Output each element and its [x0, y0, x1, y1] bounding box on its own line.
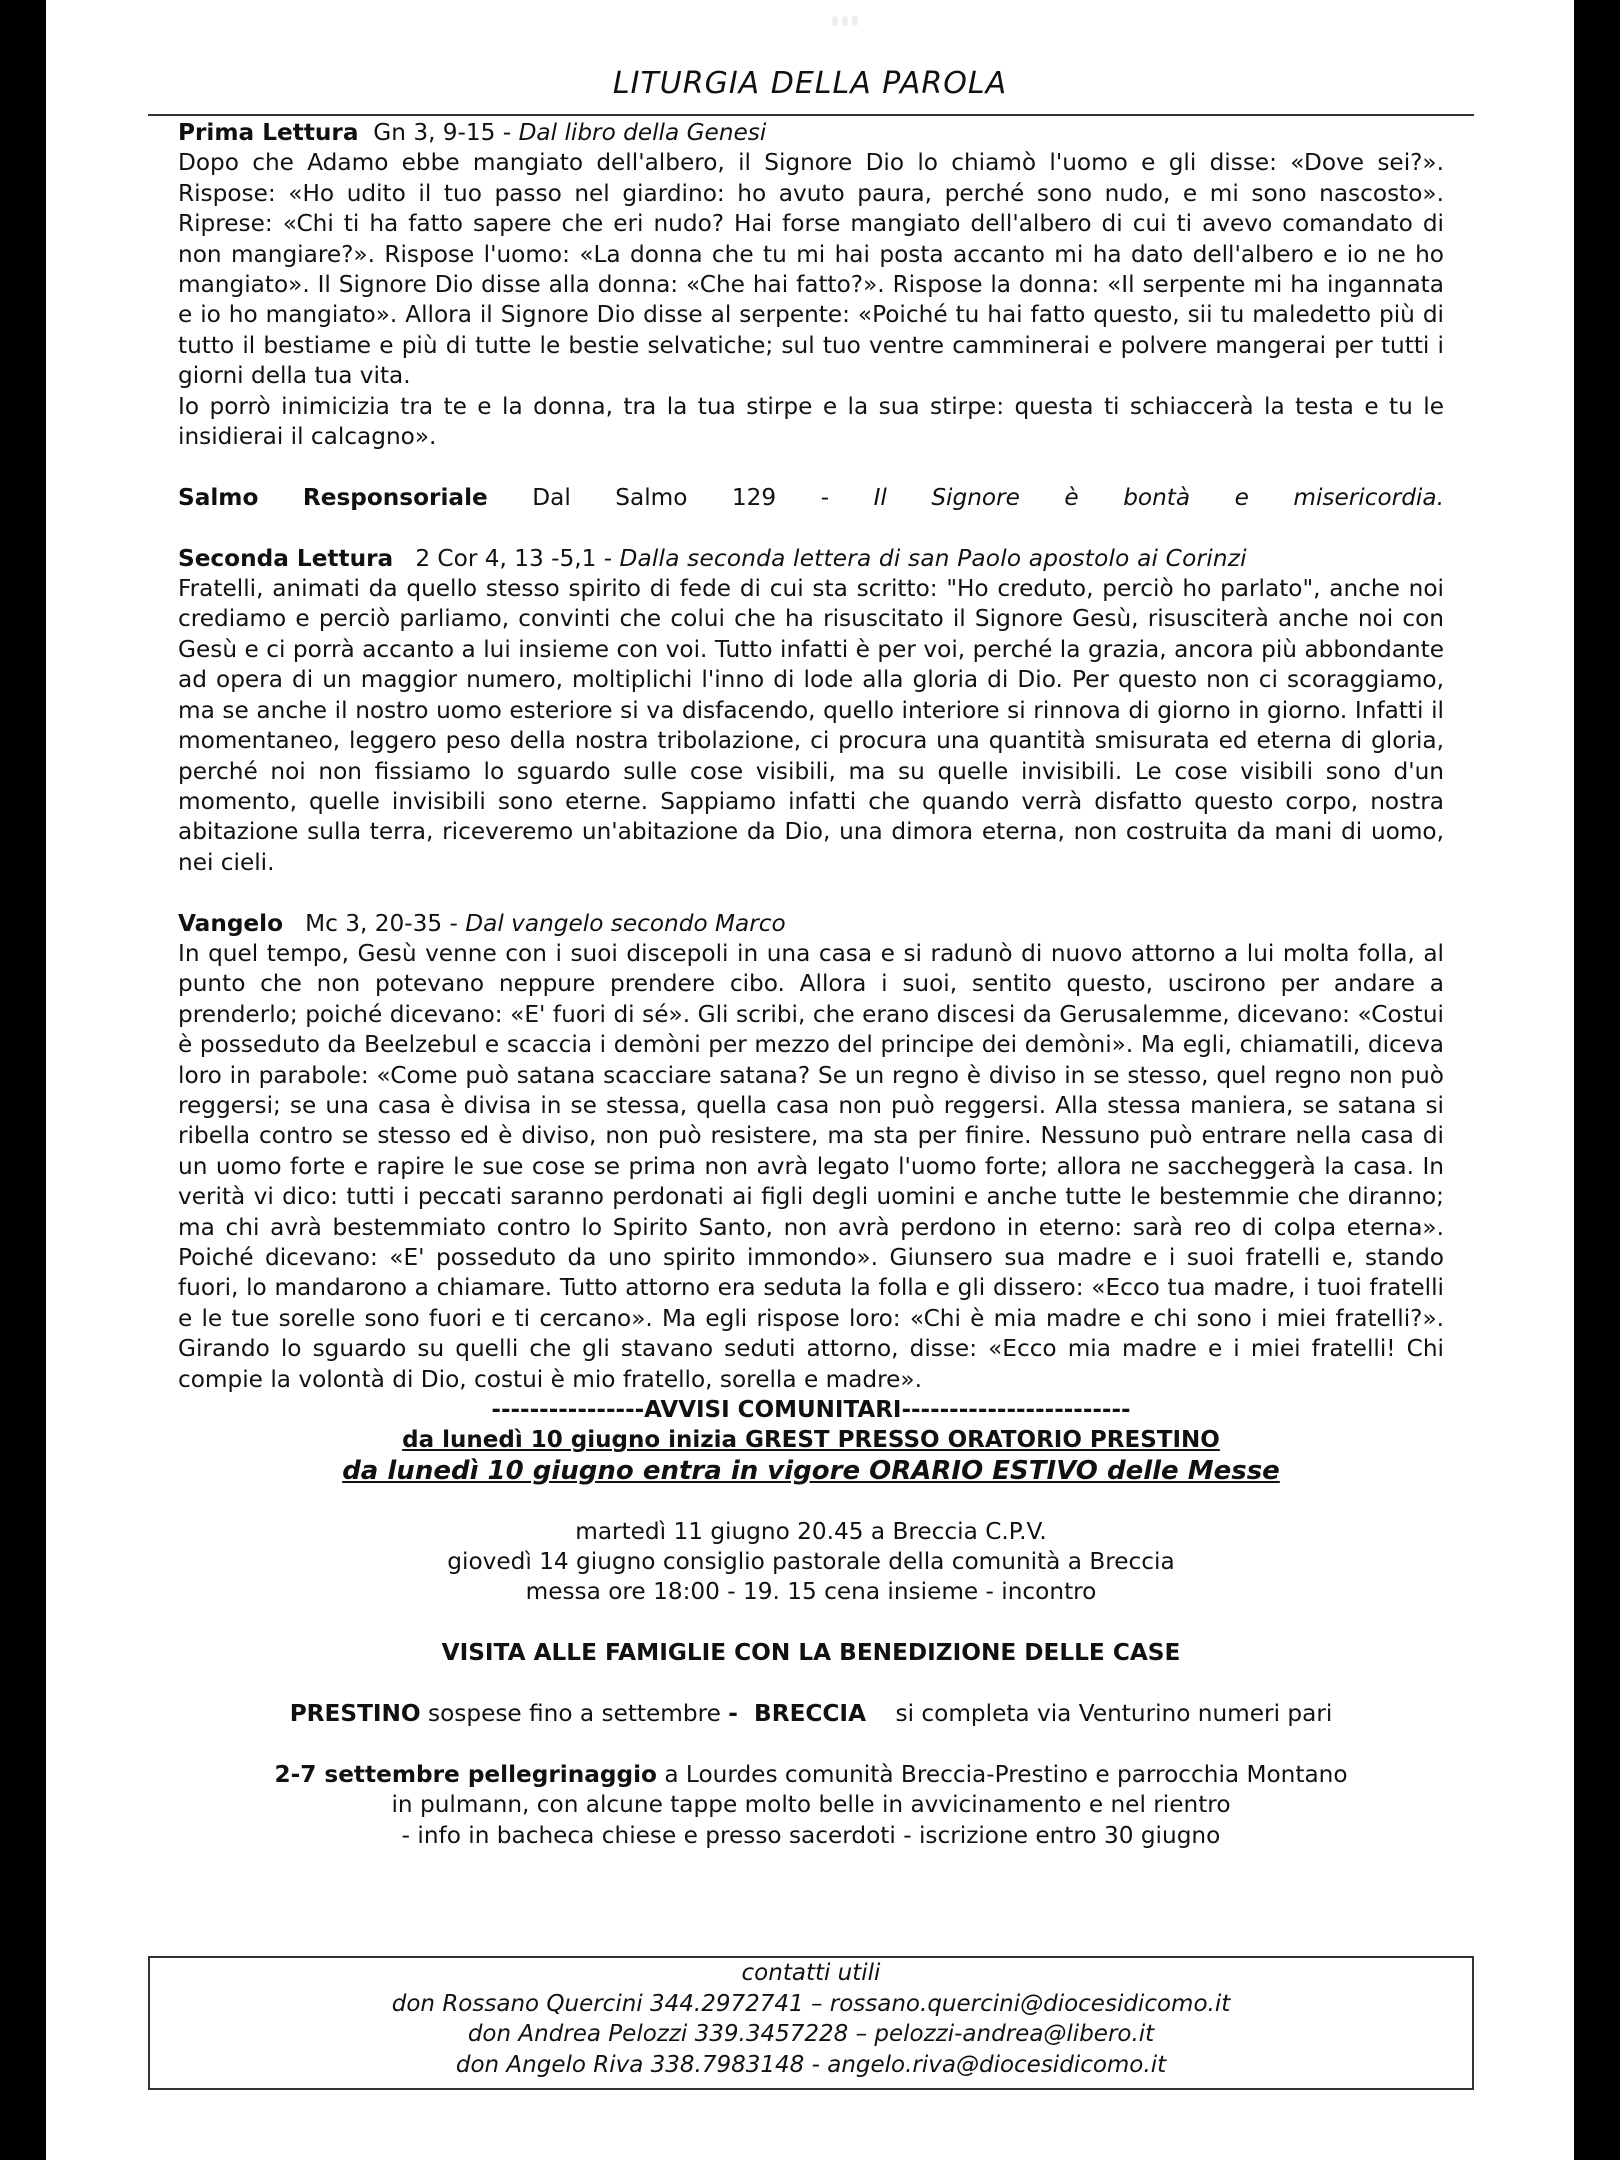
vangelo-reference: Mc 3, 20-35 -: [305, 909, 458, 937]
contacts-title: contatti utili: [741, 1960, 881, 1986]
document-page: [46, 0, 1574, 2160]
seconda-lettura-heading: [178, 544, 1444, 574]
pellegrinaggio-line: [178, 1760, 1444, 1790]
prima-lettura-text: Dopo che Adamo ebbe mangiato dell'albero, il Signore Dio lo chiamò l'uomo e gli disse: «Dove sei?». Rispose: «Ho udito il tuo passo nel giardino: ho avuto paura, perché sono nudo, e mi sono nascosto». Riprese: «Chi ti ha fatto sapere che eri nudo? Hai forse mangiato dell'albero di cui ti avevo comandato di non mangiare?». Rispose l'uomo: «La donna che tu mi hai posta accanto mi ha dato dell'albero e io ne ho mangiato». Il Signore Dio disse alla donna: «Che hai fatto?». Rispose la donna: «Il serpente mi ha ingannata e io ho mangiato». Allora il Signore Dio disse al serpente: «Poiché tu hai fatto questo, sii tu maledetto più di tutto il bestiame e più di tutte le bestie selvatiche; sul tuo ventre camminerai e polvere mangerai per tutti i giorni della tua vita.: [178, 149, 1444, 390]
visita-prestino-text: sospese fino a settembre: [420, 1700, 729, 1728]
prima-lettura-text-end: Io porrò inimicizia tra te e la donna, tra la tua stirpe e la sua stirpe: questa ti schiaccerà la testa e tu le insidierai il calcagno».: [178, 392, 1444, 451]
salmo-word: misericordia.: [1293, 483, 1444, 511]
seconda-lettura-reference: 2 Cor 4, 13 -5,1 -: [415, 544, 613, 572]
salmo-word: è: [1064, 483, 1079, 511]
salmo-word: Dal: [532, 483, 571, 511]
pellegrinaggio-dates: 2-7 settembre pellegrinaggio: [274, 1760, 657, 1788]
contact-line: don Angelo Riva 338.7983148 - angelo.riva@diocesidicomo.it: [455, 2051, 1167, 2078]
salmo-word: bontà: [1123, 483, 1191, 511]
salmo-label-1: Salmo: [178, 483, 259, 511]
visita-line: [178, 1669, 1444, 1730]
event-line: messa ore 18:00 - 19. 15 cena insieme - incontro: [525, 1578, 1097, 1606]
prima-lettura-label: Prima Lettura: [178, 119, 359, 146]
pellegrinaggio-line-3: - info in bacheca chiese e presso sacerdoti - iscrizione entro 30 giugno: [401, 1821, 1221, 1849]
avvisi-heading: ----------------AVVISI COMUNITARI------------------------: [491, 1397, 1131, 1424]
contact-line: don Rossano Quercini 344.2972741 – rossano.quercini@diocesidicomo.it: [391, 1990, 1231, 2017]
vangelo-text: In quel tempo, Gesù venne con i suoi discepoli in una casa e si radunò di nuovo attorno a lui molta folla, al punto che non potevano neppure prendere cibo. Allora i suoi, sentito questo, uscirono per andare a prenderlo; poiché dicevano: «E' fuori di sé». Gli scribi, che erano discesi da Gerusalemme, dicevano: «Costui è posseduto da Beelzebul e scaccia i demòni per mezzo del principe dei demòni». Ma egli, chiamatili, diceva loro in parabole: «Come può satana scacciare satana? Se un regno è diviso in se stesso, quel regno non può reggersi; se una casa è divisa in se stessa, quella casa non può reggersi. Alla stessa maniera, se satana si ribella contro se stesso ed è diviso, non può resistere, ma sta per finire. Nessuno può entrare nella casa di un uomo forte e rapire le sue cose se prima non avrà legato l'uomo forte; allora ne saccheggerà la casa. In verità vi dico: tutti i peccati saranno perdonati ai figli degli uomini e anche tutte le bestemmie che diranno; ma chi avrà bestemmiato contro lo Spirito Santo, non avrà perdono in eterno: sarà reo di colpa eterna». Poiché dicevano: «E' posseduto da uno spirito immondo». Giunsero sua madre e i suoi fratelli e, stando fuori, lo mandarono a chiamare. Tutto attorno era seduta la folla e gli dissero: «Ecco tua madre, i tuoi fratelli e le tue sorelle sono fuori e ti cercano». Ma egli rispose loro: «Chi è mia madre e chi sono i miei fratelli?». Girando lo sguardo su quelli che gli stavano seduti attorno, disse: «Ecco mia madre e i miei fratelli! Chi compie la volontà di Dio, costui è mio fratello, sorella e madre».: [178, 939, 1444, 1393]
event-line: martedì 11 giugno 20.45 a Breccia C.P.V.: [575, 1517, 1047, 1545]
prima-lettura-source: Dal libro della Genesi: [518, 119, 767, 146]
contacts-box: [148, 1956, 1474, 2090]
salmo-label-2: Responsoriale: [302, 483, 488, 511]
visita-title: VISITA ALLE FAMIGLIE CON LA BENEDIZIONE DELLE CASE: [441, 1639, 1181, 1667]
seconda-lettura-source: Dalla seconda lettera di san Paolo apostolo ai Corinzi: [619, 544, 1247, 572]
visita-breccia: - BRECCIA: [728, 1700, 867, 1728]
event-line: giovedì 14 giugno consiglio pastorale della comunità a Breccia: [447, 1548, 1175, 1576]
pellegrinaggio-line-2: in pulmann, con alcune tappe molto belle in avvicinamento e nel rientro: [391, 1791, 1231, 1819]
salmo-word: Il: [873, 483, 887, 511]
readings-content: [178, 118, 1444, 1851]
avviso-orario-estivo: da lunedì 10 giugno entra in vigore ORARIO ESTIVO delle Messe: [342, 1455, 1280, 1486]
prima-lettura-heading: [178, 118, 1444, 148]
salmo-word: Salmo: [615, 483, 688, 511]
pellegrinaggio-text: a Lourdes comunità Breccia-Prestino e parrocchia Montano: [656, 1760, 1348, 1788]
seconda-lettura-text: Fratelli, animati da quello stesso spirito di fede di cui sta scritto: "Ho creduto, perciò ho parlato", anche noi crediamo e perciò parliamo, convinti che colui che ha risuscitato il Signore Gesù, risusciterà anche noi con Gesù e ci porrà accanto a lui insieme con voi. Tutto infatti è per voi, perché la grazia, ancora più abbondante ad opera di un maggior numero, moltiplichi l'inno di lode alla gloria di Dio. Per questo non ci scoraggiamo, ma se anche il nostro uomo esteriore si va disfacendo, quello interiore si rinnova di giorno in giorno. Infatti il momentaneo, leggero peso della nostra tribolazione, ci procura una quantità smisurata ed eterna di gloria, perché noi non fissiamo lo sguardo sulle cose visibili, ma su quelle invisibili. Le cose visibili sono d'un momento, quelle invisibili sono eterne. Sappiamo infatti che quando verrà disfatto questo corpo, nostra abitazione sulla terra, riceveremo un'abitazione da Dio, una dimora eterna, non costruita da mani di uomo, nei cieli.: [178, 575, 1444, 876]
salmo-word: Signore: [931, 483, 1020, 511]
prima-lettura-reference: Gn 3, 9-15 -: [373, 119, 512, 146]
vangelo-label: Vangelo: [178, 909, 284, 937]
seconda-lettura-label: Seconda Lettura: [178, 544, 394, 572]
title-divider: [148, 114, 1474, 116]
avviso-grest: da lunedì 10 giugno inizia GREST PRESSO ORATORIO PRESTINO: [402, 1427, 1220, 1454]
vangelo-source: Dal vangelo secondo Marco: [465, 909, 786, 937]
salmo-line: [178, 483, 1444, 513]
contact-line: don Andrea Pelozzi 339.3457228 – pelozzi-andrea@libero.it: [467, 2021, 1155, 2047]
page-title: LITURGIA DELLA PAROLA: [612, 66, 1008, 101]
salmo-word: 129: [731, 483, 777, 511]
salmo-word: e: [1234, 483, 1249, 511]
salmo-word: -: [820, 483, 830, 511]
visita-breccia-text: si completa via Venturino numeri pari: [866, 1700, 1333, 1728]
drag-handle-icon[interactable]: [832, 16, 858, 26]
vangelo-heading: [178, 909, 1444, 939]
visita-prestino: PRESTINO: [289, 1700, 421, 1728]
